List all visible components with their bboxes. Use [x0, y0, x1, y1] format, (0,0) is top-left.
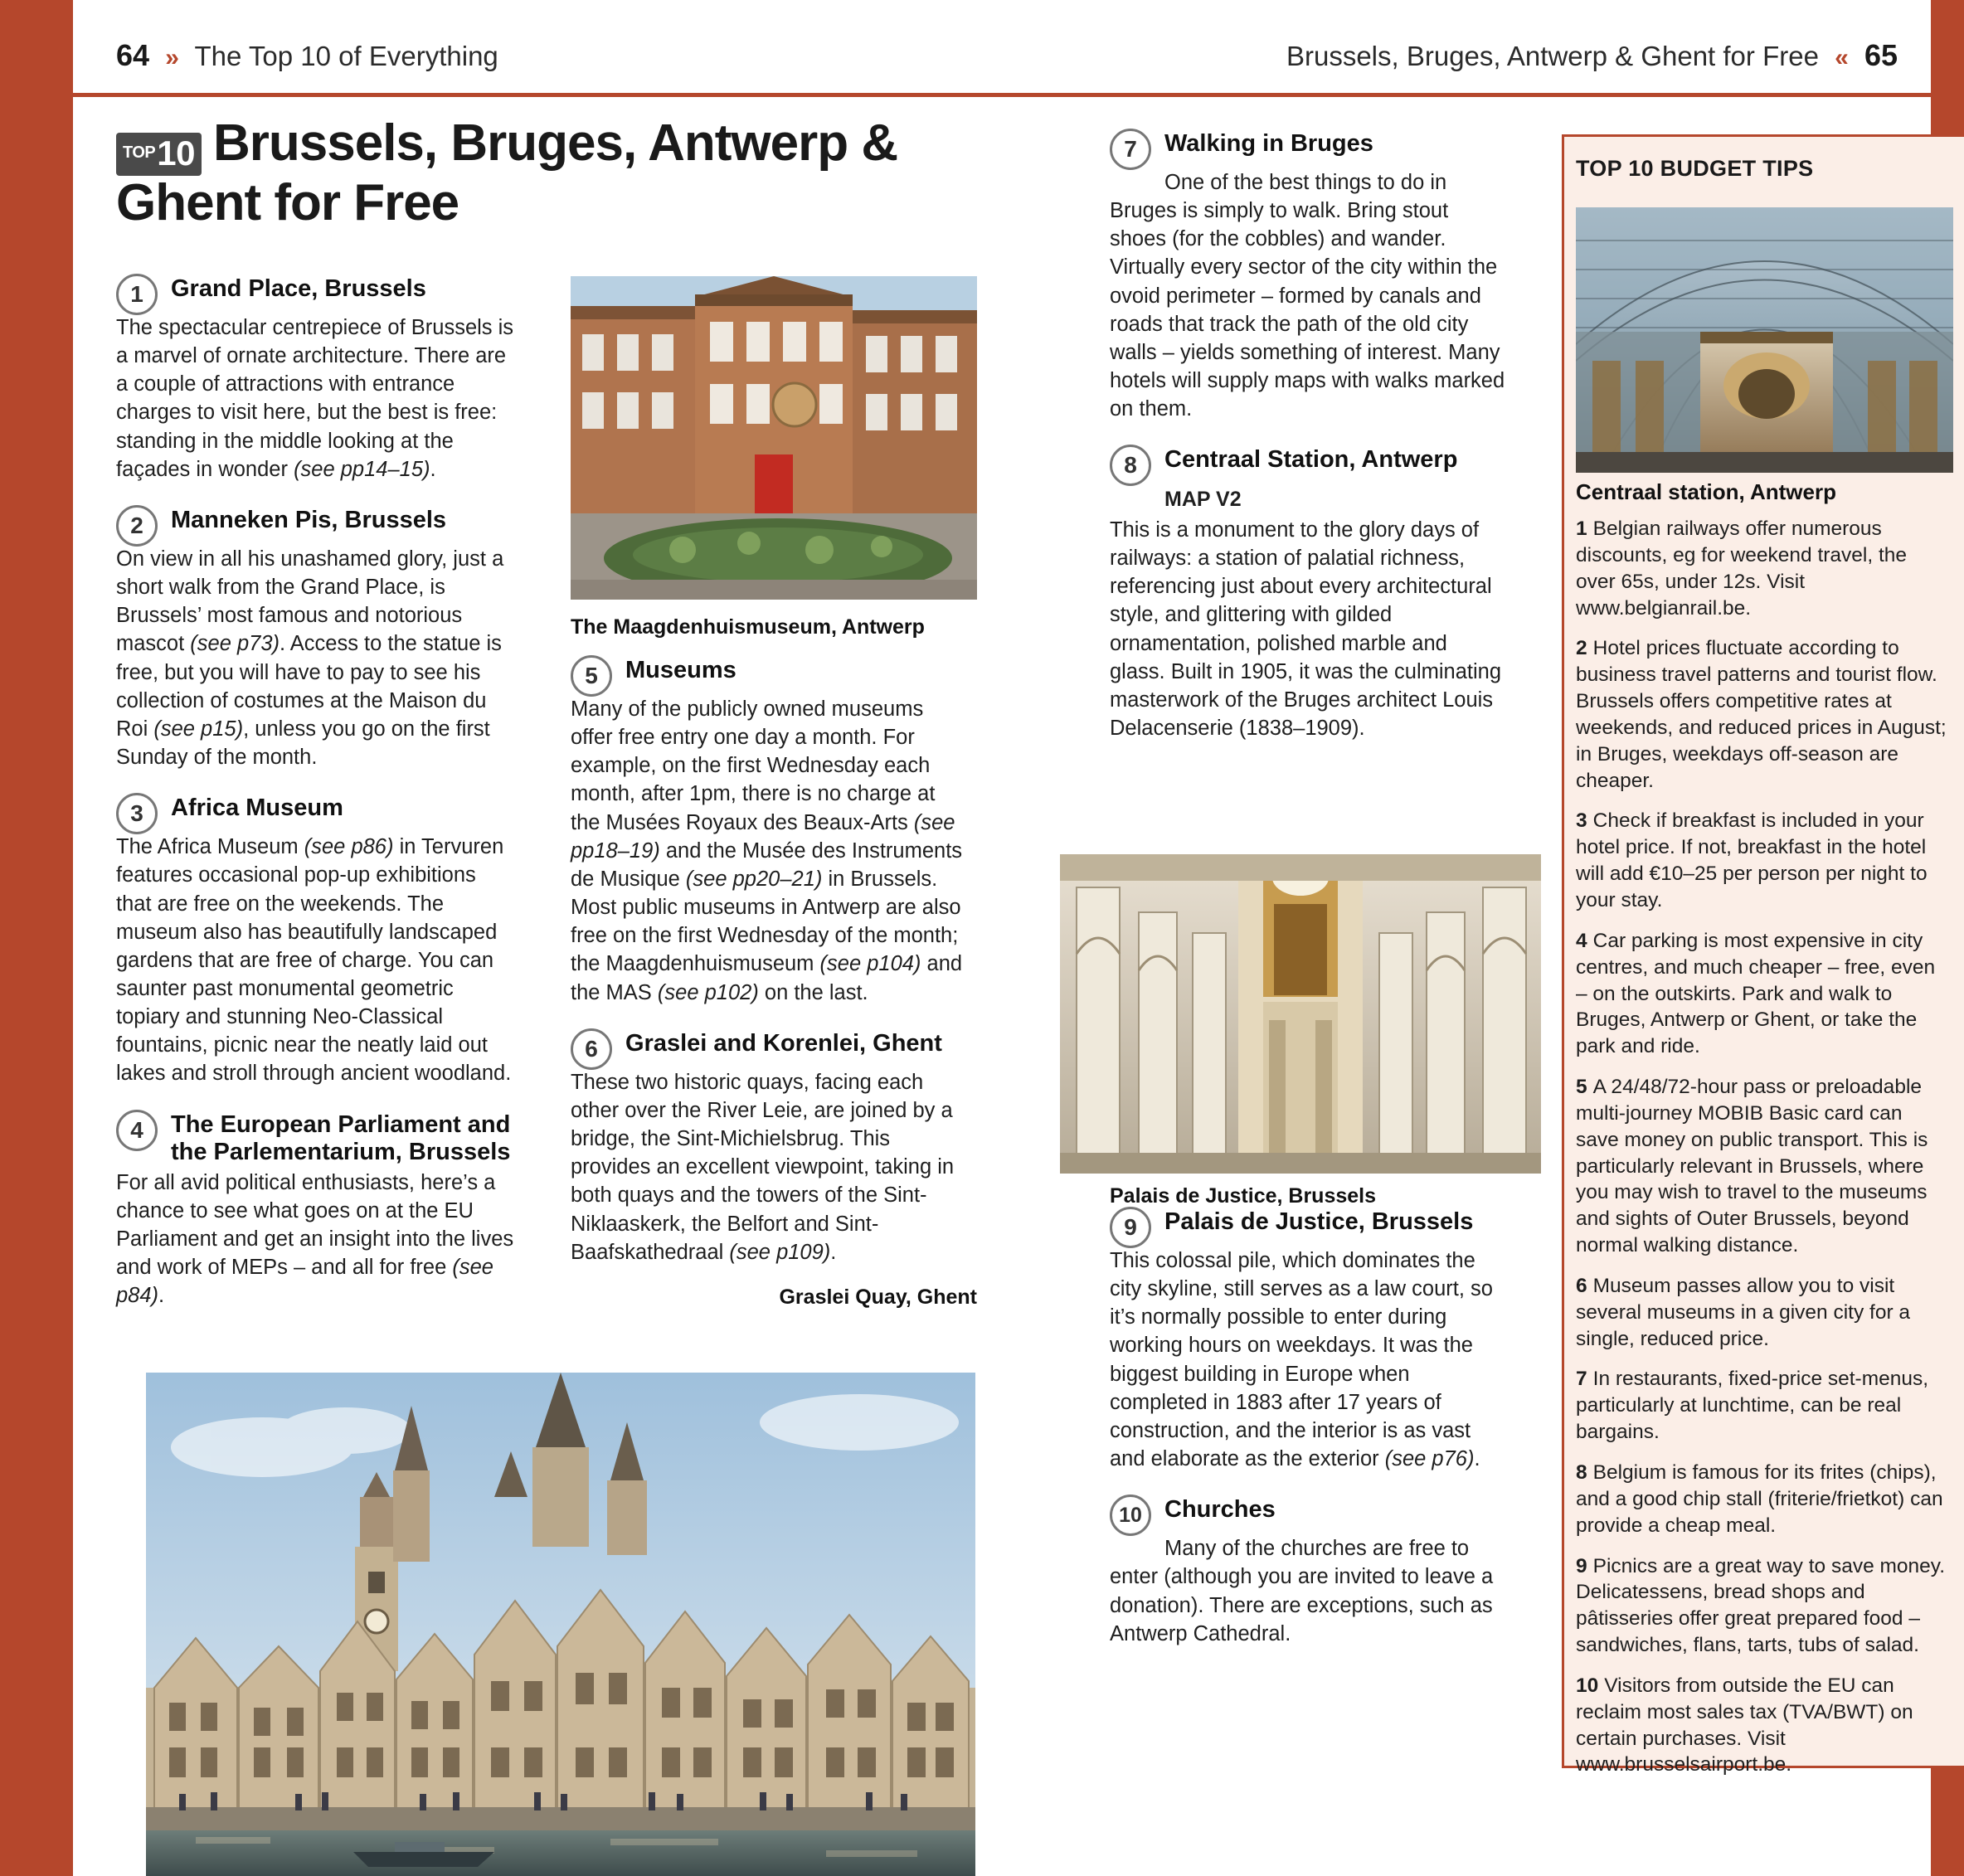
left-edge-bar: [0, 0, 73, 1876]
entry-body-2: [116, 545, 514, 771]
graslei-illustration: [146, 1373, 975, 1876]
page-title: Brussels, Bruges, Antwerp & Ghent for Free: [116, 114, 898, 231]
entry-body-9: [1110, 1247, 1508, 1473]
entry-body-text: The spectacular centrepiece of Brussels is a marvel of ornate architecture. There are a couple of attractions with entrance charges to visit here, but the best is free: standing in the middle looking at the façades in wonder: [116, 316, 514, 481]
entry-heading-2: Manneken Pis, Brussels: [171, 506, 447, 533]
tip-number: 1: [1576, 518, 1587, 540]
column-three-lower: [1110, 1207, 1508, 1669]
tip-text: Visitors from outside the EU can reclaim most sales tax (TVA/BWT) on certain purchases. Visit www.brusselsairport.be.: [1576, 1674, 1913, 1776]
palais-interior-illustration: [1060, 854, 1541, 1174]
entry-body-3: [116, 833, 514, 1087]
entry-body-4: [116, 1169, 514, 1310]
entry-body-ref-3: (see p104): [819, 952, 921, 976]
right-page-number: 65: [1864, 38, 1898, 72]
page-header: [73, 0, 1931, 97]
entry-heading-7: Walking in Bruges: [1164, 130, 1373, 157]
entry-6: [571, 1028, 969, 1266]
tip-number: 3: [1576, 809, 1587, 833]
entry-number-10: 10: [1110, 1494, 1151, 1536]
entry-body-5: [571, 695, 969, 1007]
tip-number: 8: [1576, 1461, 1587, 1484]
entry-body-ref: (see p73): [190, 632, 280, 656]
entry-body-tail: .: [1474, 1447, 1480, 1471]
caption-centraal-station: Centraal station, Antwerp: [1576, 479, 1836, 504]
tip-text: Belgium is famous for its frites (chips), and a good chip stall (friterie/frietkot) can provide a cheap meal.: [1576, 1461, 1943, 1537]
tip-text: Hotel prices fluctuate according to business travel patterns and tourist flow. Brussels offers competitive rates at weekends, and reduced prices in August; in Bruges, weekdays off-season are cheaper.: [1576, 637, 1947, 792]
entry-body-text: These two historic quays, facing each other over the River Leie, are joined by a bridge, the Sint-Michielsbrug. This provides an excellent viewpoint, taking in both quays and the towers of the Sint-Niklaaskerk, the Belfort and Sint-Baafskathedraal: [571, 1070, 955, 1264]
entry-body-tail-3: and the MAS: [571, 952, 963, 1004]
entry-body-8: This is a monument to the glory days of railways: a station of palatial richness, referencing just about every architectural style, and glittering with gilded ornamentation, polished marble and glass. Built in 1905, it was the culminating masterwork of the Bruges architect Louis Delacenserie (1838–1909).: [1110, 518, 1501, 740]
entry-9: [1110, 1207, 1508, 1473]
column-three: [1110, 129, 1508, 764]
caption-graslei-quay: Graslei Quay, Ghent: [779, 1285, 977, 1309]
column-two: [571, 655, 969, 1288]
tip-text: Belgian railways offer numerous discounts, eg for weekend travel, the over 65s, under 12s. Visit www.belgianrail.be.: [1576, 518, 1908, 620]
entry-body-text: This colossal pile, which dominates the city skyline, still serves as a law court, so it’s normally possible to enter during working hours on weekdays. It was the biggest building in Europe when completed in 1883 after 17 years of construction, and the interior is as vast and elaborate as the exterior: [1110, 1249, 1493, 1471]
entry-7: [1110, 129, 1508, 423]
entry-10: [1110, 1494, 1508, 1648]
entry-heading-1: Grand Place, Brussels: [171, 275, 426, 302]
entry-body-ref: (see pp14–15): [294, 457, 430, 481]
page-title-block: [116, 116, 946, 231]
entry-heading-6: Graslei and Korenlei, Ghent: [625, 1029, 942, 1057]
header-right-title: Brussels, Bruges, Antwerp & Ghent for Free: [1286, 41, 1819, 71]
tip-number: 2: [1576, 637, 1587, 660]
entry-2: [116, 505, 514, 771]
chevron-right-icon: »: [165, 44, 179, 71]
entry-heading-5: Museums: [625, 657, 736, 683]
entry-body-ref: (see p86): [304, 835, 394, 859]
entry-body-6: [571, 1068, 969, 1266]
tip-number: 4: [1576, 929, 1587, 952]
entry-number-1: 1: [116, 274, 158, 315]
entry-body-tail: . Access to the statue is free, but you will have to pay to see his collection of costumes at the Maison du Roi: [116, 632, 502, 741]
entry-1: [116, 274, 514, 484]
entry-number-3: 3: [116, 793, 158, 834]
photo-palais-de-justice: [1060, 854, 1541, 1174]
column-one: [116, 274, 514, 1332]
left-page-number: 64: [116, 38, 150, 72]
tip-item: [1576, 808, 1951, 913]
header-left-title: The Top 10 of Everything: [194, 41, 498, 71]
entry-body-ref-4: (see p102): [657, 980, 759, 1004]
top10-badge-number: 10: [157, 134, 195, 173]
entry-4: [116, 1110, 514, 1310]
header-right: [1286, 38, 1898, 73]
tip-number: 5: [1576, 1076, 1587, 1099]
tip-text: Car parking is most expensive in city centres, and much cheaper – free, even – on the outskirts. Park and walk to Bruges, Antwerp or Ghent, or take the park and ride.: [1576, 929, 1936, 1058]
entry-number-8: 8: [1110, 445, 1151, 486]
chevron-left-icon: «: [1835, 44, 1849, 71]
tip-item: [1576, 928, 1951, 1060]
entry-body-ref: (see pp18–19): [571, 810, 955, 863]
entry-number-4: 4: [116, 1110, 158, 1151]
entry-body-ref-2: (see p15): [153, 717, 244, 741]
tip-item: [1576, 1673, 1951, 1778]
entry-body-ref: (see p84): [116, 1256, 493, 1308]
entry-body-text: The Africa Museum: [116, 835, 304, 859]
entry-5: [571, 655, 969, 1007]
entry-heading-9: Palais de Justice, Brussels: [1164, 1208, 1474, 1235]
entry-body-tail: and the Musée des Instruments de Musique: [571, 838, 963, 891]
entry-number-7: 7: [1110, 129, 1151, 170]
entry-number-2: 2: [116, 505, 158, 547]
entry-body-tail: in Tervuren features occasional pop-up exhibitions that are free on the weekends. The museum also has beautifully landscaped gardens that are free of charge. You can saunter past monumental geometric topiary and stunning Neo-Classical fountains, picnic near the neatly laid out lakes and stroll through ancient woodland.: [116, 835, 512, 1086]
entry-body-tail-4: on the last.: [758, 980, 868, 1004]
entry-heading-3: Africa Museum: [171, 795, 343, 822]
page-content-area: [73, 0, 1947, 1876]
entry-body-7: One of the best things to do in Bruges is simply to walk. Bring stout shoes (for the cobbles) and wander. Virtually every sector of the city within the ovoid perimeter – formed by canals and roads that track the path of the old city walls – yields something of interest. Many hotels will supply maps with walks marked on them.: [1110, 171, 1505, 421]
entry-heading-4: The European Parliament and the Parlementarium, Brussels: [171, 1111, 511, 1166]
tip-item: [1576, 635, 1951, 794]
tip-text: Check if breakfast is included in your hotel price. If not, breakfast in the hotel will add €10–25 per person per night to your stay.: [1576, 809, 1928, 911]
top10-badge: [116, 133, 202, 176]
tip-item: [1576, 1366, 1951, 1446]
entry-body-text: Many of the publicly owned museums offer free entry one day a month. For example, on the first Wednesday each month, after 1pm, there is no charge at the Musées Royaux des Beaux-Arts: [571, 697, 936, 834]
entry-3: [116, 793, 514, 1087]
entry-body-ref-2: (see pp20–21): [685, 867, 823, 891]
entry-heading-8: Centraal Station, Antwerp: [1164, 446, 1458, 474]
tip-item: [1576, 516, 1951, 621]
tip-item: [1576, 1553, 1951, 1659]
entry-body-1: [116, 313, 514, 484]
entry-body-tail: .: [830, 1240, 837, 1264]
entry-body-tail-2: , unless you go on the first Sunday of the month.: [116, 717, 490, 770]
tip-item: [1576, 1460, 1951, 1539]
entry-body-text: On view in all his unashamed glory, just a short walk from the Grand Place, is Brussels’ most famous and notorious mascot: [116, 547, 504, 656]
entry-body-ref: (see p76): [1384, 1447, 1475, 1471]
tip-text: A 24/48/72-hour pass or preloadable multi-journey MOBIB Basic card can save money on public transport. This is particularly relevant in Brussels, where you may wish to travel to the museums and sights of Outer Brussels, beyond normal walking distance.: [1576, 1076, 1928, 1257]
entry-number-6: 6: [571, 1028, 612, 1070]
tip-text: Picnics are a great way to save money. Delicatessens, bread shops and pâtisseries offer great prepared food – sandwiches, flans, tarts, tubs of salad.: [1576, 1554, 1946, 1657]
sidebar-title: TOP 10 BUDGET TIPS: [1576, 156, 1814, 181]
entry-body-tail: .: [430, 457, 436, 481]
top10-badge-top: TOP: [123, 143, 156, 162]
tip-text: In restaurants, fixed-price set-menus, particularly at lunchtime, can be real bargains.: [1576, 1368, 1929, 1444]
entry-body-tail: .: [158, 1284, 165, 1308]
caption-palais-de-justice: Palais de Justice, Brussels: [1110, 1184, 1377, 1208]
tip-number: 10: [1576, 1674, 1599, 1697]
entry-number-9: 9: [1110, 1207, 1151, 1248]
entry-number-5: 5: [571, 655, 612, 697]
header-left: [116, 38, 498, 73]
caption-maagdenhuismuseum: The Maagdenhuismuseum, Antwerp: [571, 615, 925, 639]
tip-number: 6: [1576, 1274, 1587, 1297]
map-reference-8: MAP V2: [1164, 488, 1242, 512]
maagdenhuis-illustration: [571, 276, 977, 600]
entry-body-tail-2: in Brussels. Most public museums in Antwerp are also free on the first Wednesday of the month; the Maagdenhuismuseum: [571, 867, 961, 976]
tip-text: Museum passes allow you to visit several museums in a given city for a single, reduced price.: [1576, 1274, 1911, 1350]
entry-body-10: Many of the churches are free to enter (although you are invited to leave a donation). There are exceptions, such as Antwerp Cathedral.: [1110, 1537, 1494, 1645]
tip-number: 7: [1576, 1368, 1587, 1391]
photo-maagdenhuismuseum: [571, 276, 977, 600]
photo-graslei-quay: [146, 1373, 975, 1876]
entry-body-text: For all avid political enthusiasts, here’s a chance to see what goes on at the EU Parliament and get an insight into the lives and work of MEPs – and all for free: [116, 1170, 514, 1280]
photo-centraal-station: [1576, 207, 1953, 473]
tip-item: [1576, 1074, 1951, 1259]
centraal-station-illustration: [1576, 207, 1953, 473]
entry-8: [1110, 445, 1508, 742]
budget-tips-list: [1576, 516, 1951, 1792]
entry-body-ref: (see p109): [729, 1240, 831, 1264]
entry-heading-10: Churches: [1164, 1496, 1276, 1524]
tip-number: 9: [1576, 1554, 1587, 1577]
tip-item: [1576, 1273, 1951, 1353]
